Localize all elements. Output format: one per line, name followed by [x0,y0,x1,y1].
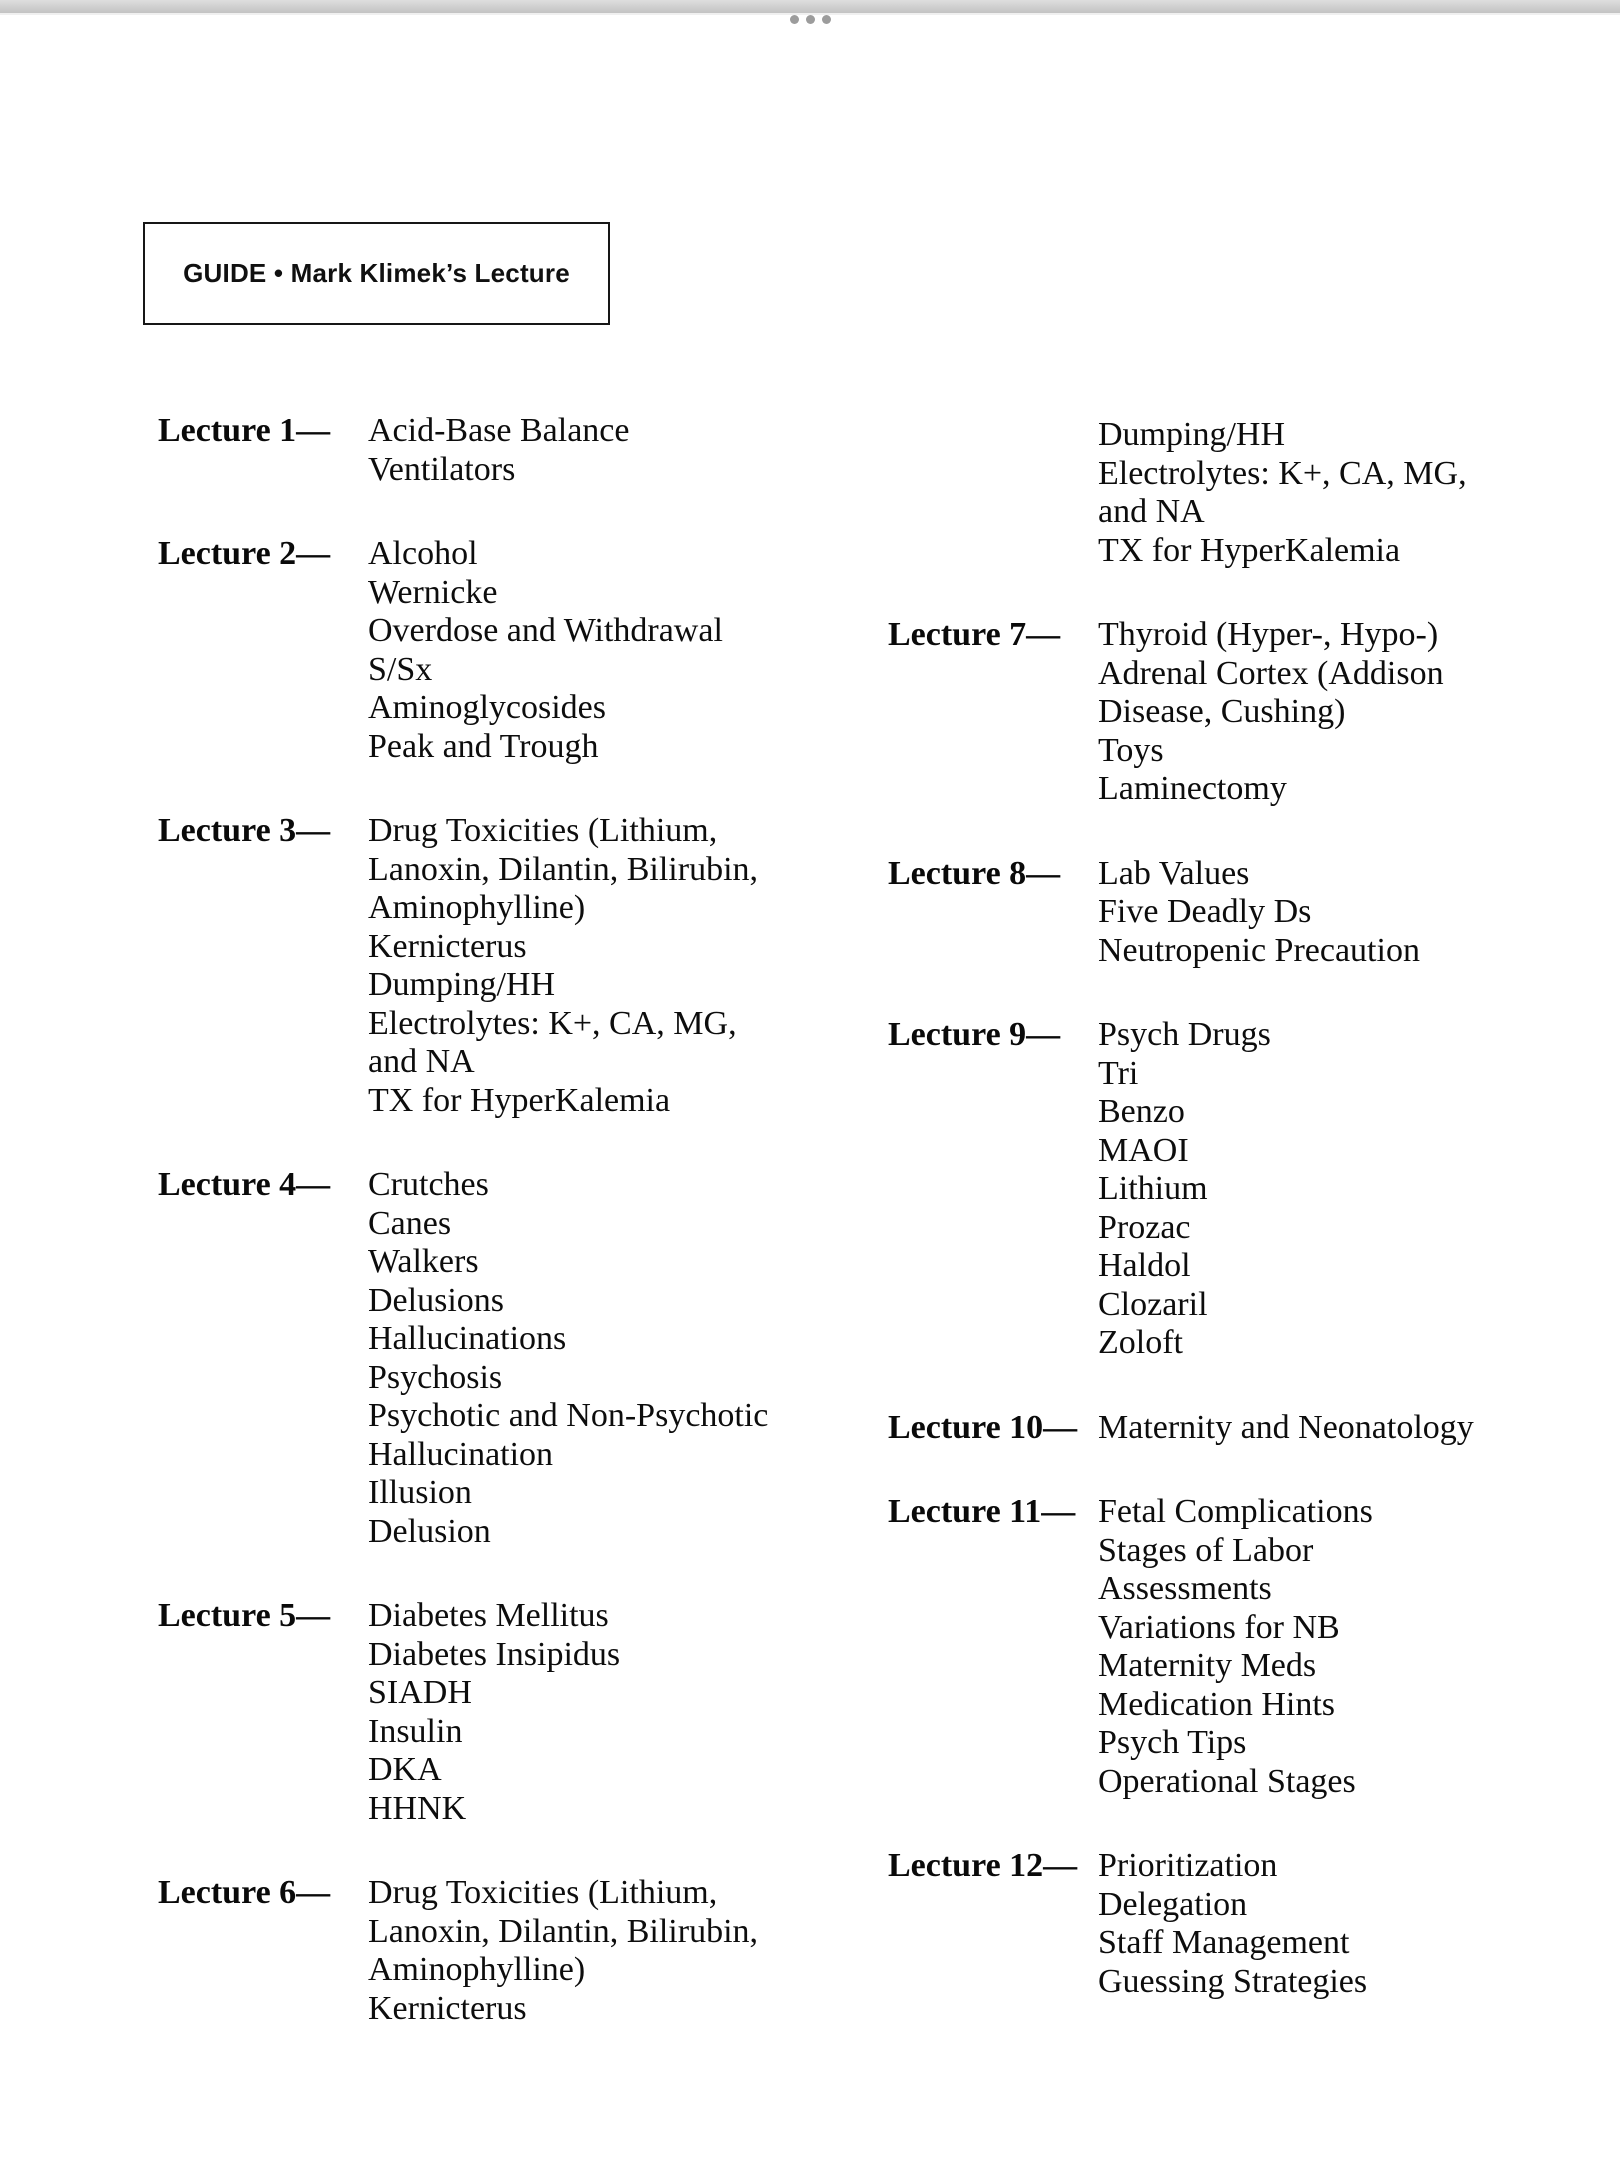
lecture-block [158,1166,768,1551]
lecture-topic-list [1098,1409,1474,1448]
lecture-block [158,412,768,489]
lecture-topic-list [1098,416,1467,570]
lecture-topic: Lab Values [1098,854,1250,892]
lecture-topic-list [368,812,758,1120]
lecture-topic: Variations for NB [1098,1608,1340,1646]
lecture-topic: Five Deadly Ds [1098,893,1312,930]
lecture-topic: S/Sx [368,650,433,688]
lecture-topic-list [1098,855,1420,971]
lecture-topic: Aminophylline) [368,1951,586,1988]
lecture-block [158,1597,768,1828]
lecture-topic: Neutropenic Precaution [1098,931,1420,969]
lecture-block [158,1874,768,2028]
lecture-block [888,616,1474,809]
lecture-topic: Prozac [1098,1208,1191,1246]
lecture-topic: and NA [1098,493,1205,530]
lecture-label: Lecture 4— [158,1166,331,1203]
lecture-topic: Aminoglycosides [368,689,606,726]
lecture-topic: Peak and Trough [368,727,599,765]
lecture-block [888,1409,1474,1448]
lecture-block [158,812,768,1120]
lecture-topic: Stages of Labor [1098,1531,1314,1569]
lecture-topic-list [1098,1847,1367,2001]
lecture-topic: Guessing Strategies [1098,1962,1368,2000]
lecture-column-right [888,416,1474,2001]
lecture-topic: Maternity Meds [1098,1647,1317,1684]
lecture-topic: Psychosis [368,1358,503,1396]
lecture-label: Lecture 3— [158,812,331,849]
lecture-block [888,416,1474,570]
lecture-topic: Delegation [1098,1885,1248,1923]
lecture-topic: Walkers [368,1243,479,1280]
lecture-topic-list [1098,1493,1373,1801]
lecture-label: Lecture 5— [158,1597,331,1634]
lecture-topic: Overdose and Withdrawal [368,612,723,649]
lecture-topic: DKA [368,1751,442,1788]
lecture-topic: Kernicterus [368,927,527,965]
lecture-topic: Ventilators [368,450,516,488]
lecture-topic: Psych Tips [1098,1724,1247,1761]
lecture-topic: Maternity and Neonatology [1098,1408,1474,1446]
lecture-topic: Acid-Base Balance [368,412,630,449]
lecture-topic: Psych Drugs [1098,1016,1271,1053]
lecture-topic: Laminectomy [1098,770,1287,807]
lecture-topic: Benzo [1098,1093,1185,1130]
lecture-topic: Assessments [1098,1570,1272,1607]
lecture-block [888,855,1474,971]
lecture-topic: Medication Hints [1098,1685,1336,1723]
lecture-topic: Diabetes Mellitus [368,1597,609,1634]
lecture-label: Lecture 1— [158,412,331,449]
lecture-topic-list [1098,1016,1271,1363]
lecture-topic: Aminophylline) [368,889,586,926]
lecture-topic: Diabetes Insipidus [368,1635,621,1673]
lecture-topic: HHNK [368,1789,467,1827]
lecture-topic: Kernicterus [368,1989,527,2027]
lecture-topic: Thyroid (Hyper-, Hypo-) [1098,616,1439,653]
page-title: GUIDE • Mark Klimek’s Lecture [183,258,570,288]
lecture-topic: Electrolytes: K+, CA, MG, [1098,454,1467,492]
lecture-label: Lecture 7— [888,616,1061,653]
lecture-label: Lecture 2— [158,535,331,572]
lecture-topic: Haldol [1098,1247,1191,1284]
lecture-topic: Dumping/HH [1098,416,1285,453]
lecture-topic: Hallucinations [368,1320,567,1357]
lecture-label: Lecture 12— [888,1847,1078,1884]
lecture-topic: Disease, Cushing) [1098,693,1346,730]
lecture-block [158,535,768,766]
lecture-topic: and NA [368,1043,475,1080]
lecture-label: Lecture 10— [888,1408,1078,1446]
lecture-topic: Prioritization [1098,1847,1278,1884]
lecture-topic: Psychotic and Non-Psychotic [368,1397,769,1434]
lecture-topic: Zoloft [1098,1324,1183,1361]
lecture-topic: TX for HyperKalemia [1098,531,1401,569]
lecture-topic: Wernicke [368,573,498,611]
lecture-topic: Adrenal Cortex (Addison [1098,654,1444,692]
lecture-topic-list [1098,616,1444,809]
lecture-topic: Drug Toxicities (Lithium, [368,812,718,849]
lecture-topic: Delusion [368,1512,491,1550]
lecture-topic: Electrolytes: K+, CA, MG, [368,1004,737,1042]
lecture-topic-list [368,412,630,489]
lecture-topic-list [368,1597,620,1828]
lecture-topic: Operational Stages [1098,1762,1356,1800]
lecture-topic: Tri [1098,1054,1139,1092]
lecture-topic: TX for HyperKalemia [368,1081,671,1119]
lecture-topic-list [368,1874,758,2028]
lecture-topic: Staff Management [1098,1924,1350,1961]
lecture-label: Lecture 6— [158,1874,331,1911]
lecture-block [888,1016,1474,1363]
lecture-topic: SIADH [368,1674,472,1711]
title-box [143,222,610,325]
lecture-topic: Delusions [368,1281,504,1319]
lecture-topic: Alcohol [368,535,478,572]
lecture-label: Lecture 9— [888,1016,1061,1053]
lecture-label: Lecture 8— [888,854,1061,892]
lecture-block [888,1493,1474,1801]
lecture-topic: Lithium [1098,1170,1208,1207]
lecture-topic: Dumping/HH [368,966,555,1003]
lecture-topic: Illusion [368,1474,472,1511]
lecture-label: Lecture 11— [888,1493,1076,1530]
lecture-topic: Canes [368,1204,452,1242]
lecture-column-left [158,412,768,2028]
lecture-topic: Insulin [368,1712,463,1750]
lecture-topic: Crutches [368,1166,489,1203]
lecture-topic: Toys [1098,731,1164,769]
lecture-block [888,1847,1474,2001]
lecture-topic-list [368,535,723,766]
lecture-topic: Fetal Complications [1098,1493,1373,1530]
lecture-topic-list [368,1166,768,1551]
lecture-topic: Hallucination [368,1435,554,1473]
lecture-topic: Clozaril [1098,1285,1208,1323]
lecture-topic: MAOI [1098,1131,1189,1169]
lecture-topic: Drug Toxicities (Lithium, [368,1874,718,1911]
lecture-topic: Lanoxin, Dilantin, Bilirubin, [368,850,759,888]
lecture-topic: Lanoxin, Dilantin, Bilirubin, [368,1912,759,1950]
